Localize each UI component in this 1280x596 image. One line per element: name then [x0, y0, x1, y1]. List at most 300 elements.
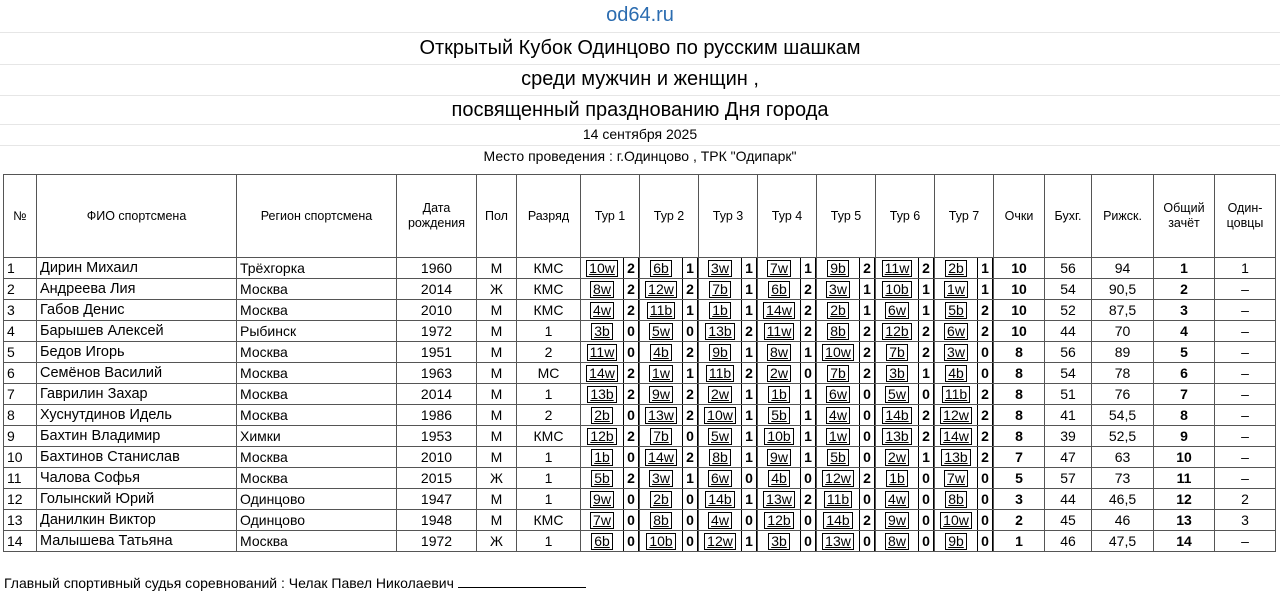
- cell-tour: [817, 426, 876, 447]
- cell-rank: КМС: [517, 279, 581, 300]
- tour-opponent: 12w: [645, 281, 677, 298]
- tour-score: 1: [741, 426, 757, 446]
- tour-opponent: 14b: [705, 491, 734, 508]
- cell-tour: [817, 258, 876, 279]
- cell-region: Москва: [237, 279, 397, 300]
- cell-bukh: 56: [1045, 258, 1092, 279]
- cell-tour: [935, 279, 994, 300]
- table-row: [4, 279, 1276, 300]
- cell-name: Голынский Юрий: [37, 489, 237, 510]
- cell-points: 8: [994, 426, 1045, 447]
- tour-score: 1: [682, 468, 698, 488]
- cell-region: Одинцово: [237, 489, 397, 510]
- tour-score: 2: [741, 321, 757, 341]
- tour-opponent: 10w: [822, 344, 854, 361]
- tour-opponent: 14w: [645, 449, 677, 466]
- tour-score: 0: [682, 426, 698, 446]
- tour-score: 1: [741, 531, 757, 551]
- cell-tour: [581, 426, 640, 447]
- tour-opponent: 8w: [767, 344, 791, 361]
- tour-score: 2: [859, 468, 875, 488]
- cell-points: 7: [994, 447, 1045, 468]
- cell-num: 9: [4, 426, 37, 447]
- cell-tour: [699, 279, 758, 300]
- cell-name: Хуснутдинов Идель: [37, 405, 237, 426]
- cell-overall: 7: [1154, 384, 1215, 405]
- tour-score: 1: [859, 279, 875, 299]
- tour-score: 2: [682, 447, 698, 467]
- cell-tour: [876, 447, 935, 468]
- tour-score: 2: [859, 258, 875, 278]
- tour-opponent: 12w: [822, 470, 854, 487]
- tour-opponent: 9w: [590, 491, 614, 508]
- tour-score: 2: [682, 384, 698, 404]
- tour-score: 1: [682, 300, 698, 320]
- cell-tour: [581, 300, 640, 321]
- cell-tour: [758, 489, 817, 510]
- tour-opponent: 9b: [945, 533, 967, 550]
- cell-tour: [581, 342, 640, 363]
- tour-score: 2: [859, 342, 875, 362]
- cell-points: 5: [994, 468, 1045, 489]
- tour-opponent: 5b: [945, 302, 967, 319]
- tour-score: 0: [682, 531, 698, 551]
- cell-birth: 1986: [397, 405, 477, 426]
- cell-sex: Ж: [477, 279, 517, 300]
- cell-rizh: 87,5: [1092, 300, 1154, 321]
- tour-score: 0: [623, 489, 639, 509]
- tour-opponent: 8b: [827, 323, 849, 340]
- cell-tour: [640, 321, 699, 342]
- cell-birth: 1951: [397, 342, 477, 363]
- tour-opponent: 4w: [708, 512, 732, 529]
- cell-tour: [699, 384, 758, 405]
- tour-opponent: 11w: [882, 260, 913, 277]
- cell-sex: М: [477, 321, 517, 342]
- tour-opponent: 7b: [709, 281, 731, 298]
- cell-sex: М: [477, 426, 517, 447]
- cell-tour: [640, 447, 699, 468]
- col-num: №: [4, 175, 37, 258]
- cell-tour: [935, 426, 994, 447]
- tour-score: 2: [918, 426, 934, 446]
- tour-opponent: 13b: [587, 386, 616, 403]
- cell-rank: КМС: [517, 300, 581, 321]
- tour-score: 0: [859, 489, 875, 509]
- tour-opponent: 1b: [886, 470, 908, 487]
- tour-score: 0: [859, 531, 875, 551]
- col-tour-1: Тур 1: [581, 175, 640, 258]
- cell-region: Москва: [237, 531, 397, 552]
- tour-opponent: 5b: [768, 407, 790, 424]
- tour-opponent: 10w: [704, 407, 736, 424]
- tour-opponent: 11w: [587, 344, 618, 361]
- cell-tour: [581, 447, 640, 468]
- tour-score: 1: [741, 405, 757, 425]
- signature-line: [458, 575, 586, 588]
- cell-tour: [640, 258, 699, 279]
- title-line-3: посвященный празднованию Дня города: [451, 99, 829, 121]
- cell-num: 6: [4, 363, 37, 384]
- cell-region: Химки: [237, 426, 397, 447]
- cell-overall: 13: [1154, 510, 1215, 531]
- tour-score: 1: [800, 426, 816, 446]
- cell-tour: [876, 405, 935, 426]
- cell-tour: [581, 531, 640, 552]
- cell-name: Данилкин Виктор: [37, 510, 237, 531]
- tour-opponent: 8w: [885, 533, 909, 550]
- tour-score: 0: [859, 384, 875, 404]
- cell-bukh: 45: [1045, 510, 1092, 531]
- cell-num: 11: [4, 468, 37, 489]
- cell-points: 1: [994, 531, 1045, 552]
- tour-opponent: 13b: [941, 449, 970, 466]
- cell-sex: М: [477, 489, 517, 510]
- cell-name: Дирин Михаил: [37, 258, 237, 279]
- cell-points: 8: [994, 384, 1045, 405]
- tour-score: 0: [977, 489, 993, 509]
- table-row: [4, 321, 1276, 342]
- cell-birth: 1960: [397, 258, 477, 279]
- cell-rizh: 94: [1092, 258, 1154, 279]
- cell-points: 10: [994, 321, 1045, 342]
- tour-opponent: 6b: [650, 260, 672, 277]
- tour-score: 2: [977, 384, 993, 404]
- tour-opponent: 10b: [882, 281, 911, 298]
- cell-num: 10: [4, 447, 37, 468]
- cell-birth: 1947: [397, 489, 477, 510]
- table-row: [4, 426, 1276, 447]
- tour-score: 1: [918, 363, 934, 383]
- cell-tour: [935, 342, 994, 363]
- cell-tour: [817, 279, 876, 300]
- cell-tour: [758, 321, 817, 342]
- title-line-2: среди мужчин и женщин ,: [521, 68, 759, 90]
- tour-score: 0: [859, 447, 875, 467]
- tour-score: 2: [859, 321, 875, 341]
- col-region: Регион спортсмена: [237, 175, 397, 258]
- tour-score: 2: [800, 300, 816, 320]
- cell-name: Габов Денис: [37, 300, 237, 321]
- tour-score: 2: [623, 384, 639, 404]
- cell-rizh: 89: [1092, 342, 1154, 363]
- tour-opponent: 5w: [708, 428, 732, 445]
- tour-score: 1: [800, 384, 816, 404]
- tour-opponent: 3w: [826, 281, 850, 298]
- tour-score: 1: [918, 447, 934, 467]
- cell-odintsovo: –: [1215, 300, 1276, 321]
- cell-tour: [935, 258, 994, 279]
- tour-opponent: 7w: [767, 260, 791, 277]
- tour-score: 0: [623, 342, 639, 362]
- cell-tour: [876, 342, 935, 363]
- cell-tour: [876, 468, 935, 489]
- tour-score: 0: [741, 468, 757, 488]
- cell-tour: [876, 384, 935, 405]
- tour-opponent: 12b: [764, 512, 793, 529]
- tour-opponent: 6w: [708, 470, 732, 487]
- cell-tour: [581, 279, 640, 300]
- cell-name: Барышев Алексей: [37, 321, 237, 342]
- cell-tour: [935, 489, 994, 510]
- cell-bukh: 54: [1045, 279, 1092, 300]
- cell-bukh: 52: [1045, 300, 1092, 321]
- tour-opponent: 11b: [942, 386, 970, 403]
- cell-tour: [640, 426, 699, 447]
- cell-odintsovo: –: [1215, 405, 1276, 426]
- cell-tour: [817, 384, 876, 405]
- cell-rank: 1: [517, 447, 581, 468]
- cell-tour: [699, 468, 758, 489]
- cell-overall: 2: [1154, 279, 1215, 300]
- cell-tour: [581, 363, 640, 384]
- tour-score: 1: [741, 342, 757, 362]
- cell-num: 3: [4, 300, 37, 321]
- tour-score: 1: [682, 258, 698, 278]
- cell-tour: [640, 300, 699, 321]
- cell-name: Гаврилин Захар: [37, 384, 237, 405]
- tour-opponent: 13w: [822, 533, 854, 550]
- cell-sex: М: [477, 384, 517, 405]
- table-row: [4, 342, 1276, 363]
- cell-tour: [758, 363, 817, 384]
- cell-overall: 9: [1154, 426, 1215, 447]
- col-odintsovo: Один-цовцы: [1215, 175, 1276, 258]
- cell-tour: [758, 384, 817, 405]
- tour-score: 1: [859, 300, 875, 320]
- tour-opponent: 3w: [708, 260, 732, 277]
- table-row: [4, 510, 1276, 531]
- cell-rank: 1: [517, 468, 581, 489]
- tour-score: 1: [741, 300, 757, 320]
- tour-opponent: 1b: [709, 302, 731, 319]
- tour-score: 2: [741, 363, 757, 383]
- cell-odintsovo: –: [1215, 279, 1276, 300]
- cell-overall: 6: [1154, 363, 1215, 384]
- tour-score: 1: [977, 279, 993, 299]
- tour-score: 2: [800, 279, 816, 299]
- cell-region: Москва: [237, 363, 397, 384]
- tour-opponent: 14b: [882, 407, 911, 424]
- chief-judge: [4, 575, 586, 591]
- cell-sex: М: [477, 363, 517, 384]
- tour-score: 2: [800, 321, 816, 341]
- cell-tour: [935, 447, 994, 468]
- cell-points: 10: [994, 279, 1045, 300]
- cell-tour: [581, 405, 640, 426]
- cell-overall: 10: [1154, 447, 1215, 468]
- col-rizh: Рижск.: [1092, 175, 1154, 258]
- tour-score: 0: [977, 531, 993, 551]
- tour-score: 0: [918, 384, 934, 404]
- tour-score: 2: [623, 363, 639, 383]
- tour-opponent: 4w: [826, 407, 850, 424]
- table-row: [4, 531, 1276, 552]
- tour-score: 2: [977, 300, 993, 320]
- cell-odintsovo: –: [1215, 426, 1276, 447]
- tour-opponent: 10w: [586, 260, 618, 277]
- cell-tour: [876, 426, 935, 447]
- tour-opponent: 2b: [650, 491, 672, 508]
- cell-tour: [935, 300, 994, 321]
- cell-tour: [876, 531, 935, 552]
- cell-num: 13: [4, 510, 37, 531]
- tour-score: 0: [800, 531, 816, 551]
- tour-opponent: 12b: [587, 428, 616, 445]
- cell-num: 4: [4, 321, 37, 342]
- tour-opponent: 6w: [944, 323, 968, 340]
- cell-rizh: 63: [1092, 447, 1154, 468]
- cell-rizh: 46,5: [1092, 489, 1154, 510]
- cell-tour: [640, 342, 699, 363]
- cell-sex: Ж: [477, 468, 517, 489]
- tour-opponent: 13w: [645, 407, 677, 424]
- tour-opponent: 9b: [827, 260, 849, 277]
- tour-opponent: 4b: [768, 470, 790, 487]
- cell-tour: [758, 531, 817, 552]
- cell-birth: 1972: [397, 321, 477, 342]
- cell-rizh: 46: [1092, 510, 1154, 531]
- divider: [0, 64, 1280, 65]
- results-table: [3, 174, 1276, 552]
- cell-tour: [581, 321, 640, 342]
- tour-score: 0: [623, 447, 639, 467]
- cell-bukh: 46: [1045, 531, 1092, 552]
- cell-bukh: 44: [1045, 321, 1092, 342]
- divider: [0, 32, 1280, 33]
- tour-score: 1: [741, 279, 757, 299]
- cell-tour: [876, 321, 935, 342]
- cell-region: Одинцово: [237, 510, 397, 531]
- cell-tour: [758, 279, 817, 300]
- tour-opponent: 10b: [764, 428, 793, 445]
- tour-score: 0: [682, 321, 698, 341]
- table-row: [4, 363, 1276, 384]
- cell-tour: [876, 510, 935, 531]
- tour-opponent: 2b: [827, 302, 849, 319]
- tour-score: 0: [623, 531, 639, 551]
- cell-tour: [817, 300, 876, 321]
- tour-score: 2: [977, 426, 993, 446]
- cell-rank: КМС: [517, 258, 581, 279]
- tour-score: 2: [623, 468, 639, 488]
- tour-opponent: 9w: [649, 386, 673, 403]
- tour-score: 1: [800, 447, 816, 467]
- tour-opponent: 3b: [591, 323, 613, 340]
- tour-score: 1: [741, 447, 757, 467]
- tour-score: 1: [918, 300, 934, 320]
- cell-birth: 2010: [397, 300, 477, 321]
- table-row: [4, 384, 1276, 405]
- cell-tour: [817, 363, 876, 384]
- cell-tour: [817, 531, 876, 552]
- col-tour-7: Тур 7: [935, 175, 994, 258]
- table-row: [4, 258, 1276, 279]
- tour-opponent: 6b: [591, 533, 613, 550]
- cell-tour: [758, 258, 817, 279]
- tour-opponent: 11b: [706, 365, 734, 382]
- cell-tour: [876, 279, 935, 300]
- tour-opponent: 11w: [764, 323, 795, 340]
- tour-score: 1: [800, 258, 816, 278]
- tour-opponent: 2b: [591, 407, 613, 424]
- cell-tour: [581, 510, 640, 531]
- cell-num: 7: [4, 384, 37, 405]
- tour-score: 0: [682, 510, 698, 530]
- tour-opponent: 2w: [885, 449, 909, 466]
- cell-num: 5: [4, 342, 37, 363]
- cell-num: 12: [4, 489, 37, 510]
- cell-sex: М: [477, 447, 517, 468]
- cell-region: Москва: [237, 405, 397, 426]
- cell-tour: [935, 384, 994, 405]
- tour-opponent: 5b: [591, 470, 613, 487]
- tour-opponent: 10b: [646, 533, 675, 550]
- tour-opponent: 14w: [940, 428, 972, 445]
- cell-name: Бедов Игорь: [37, 342, 237, 363]
- cell-tour: [817, 405, 876, 426]
- tour-opponent: 2w: [708, 386, 732, 403]
- cell-tour: [581, 384, 640, 405]
- tour-score: 2: [918, 405, 934, 425]
- cell-name: Бахтинов Станислав: [37, 447, 237, 468]
- cell-tour: [935, 468, 994, 489]
- tour-opponent: 1w: [649, 365, 673, 382]
- cell-tour: [935, 321, 994, 342]
- tour-score: 2: [859, 510, 875, 530]
- cell-tour: [758, 510, 817, 531]
- tour-opponent: 1w: [944, 281, 968, 298]
- cell-tour: [876, 363, 935, 384]
- col-tour-4: Тур 4: [758, 175, 817, 258]
- cell-rizh: 70: [1092, 321, 1154, 342]
- cell-num: 14: [4, 531, 37, 552]
- tour-opponent: 1b: [591, 449, 613, 466]
- cell-points: 10: [994, 258, 1045, 279]
- cell-tour: [817, 321, 876, 342]
- cell-birth: 1972: [397, 531, 477, 552]
- tour-score: 2: [918, 342, 934, 362]
- tour-score: 2: [800, 489, 816, 509]
- tour-opponent: 9w: [767, 449, 791, 466]
- cell-overall: 1: [1154, 258, 1215, 279]
- cell-rank: КМС: [517, 510, 581, 531]
- cell-birth: 2014: [397, 384, 477, 405]
- tour-score: 0: [623, 321, 639, 341]
- cell-region: Москва: [237, 384, 397, 405]
- cell-points: 8: [994, 363, 1045, 384]
- tour-score: 0: [918, 468, 934, 488]
- cell-odintsovo: 3: [1215, 510, 1276, 531]
- cell-bukh: 44: [1045, 489, 1092, 510]
- cell-tour: [699, 447, 758, 468]
- cell-region: Москва: [237, 447, 397, 468]
- tour-opponent: 3w: [944, 344, 968, 361]
- cell-overall: 11: [1154, 468, 1215, 489]
- cell-sex: Ж: [477, 531, 517, 552]
- cell-rizh: 52,5: [1092, 426, 1154, 447]
- tour-opponent: 8b: [650, 512, 672, 529]
- table-row: [4, 489, 1276, 510]
- col-tour-2: Тур 2: [640, 175, 699, 258]
- cell-tour: [640, 510, 699, 531]
- cell-overall: 14: [1154, 531, 1215, 552]
- tour-opponent: 12w: [940, 407, 972, 424]
- tour-score: 1: [741, 489, 757, 509]
- cell-odintsovo: –: [1215, 447, 1276, 468]
- cell-rank: 1: [517, 531, 581, 552]
- cell-tour: [640, 363, 699, 384]
